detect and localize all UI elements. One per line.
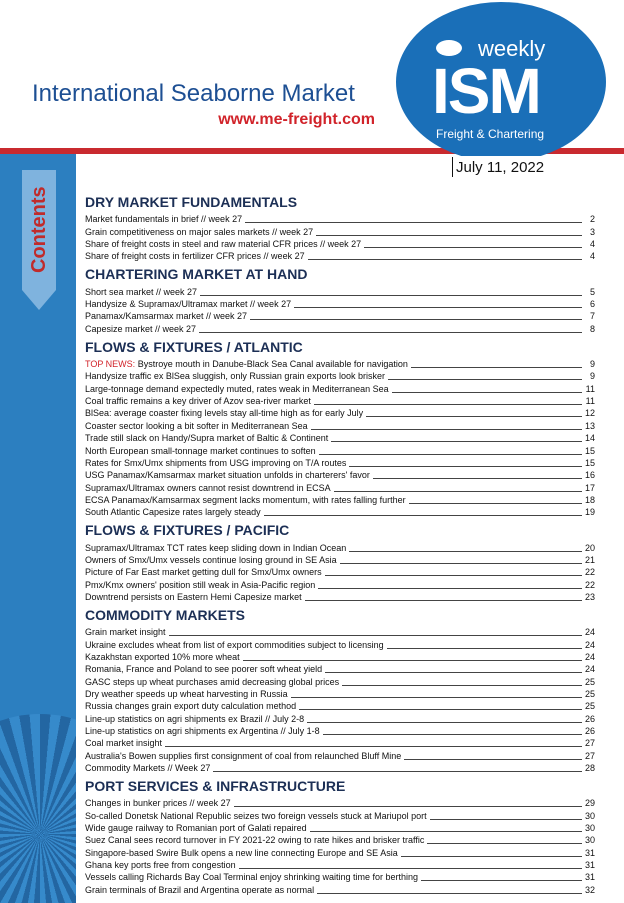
page-number: 17 — [585, 482, 596, 493]
leader-line — [349, 551, 582, 552]
toc-entry-text: BlSea: average coaster fixing levels stay all-time high as for early July — [85, 408, 364, 419]
toc-entry[interactable] — [85, 250, 595, 262]
page-number: 16 — [585, 470, 596, 481]
toc-entry-title — [85, 798, 231, 809]
toc-entry[interactable] — [85, 797, 595, 809]
toc-entry[interactable] — [85, 638, 595, 650]
page-number: 26 — [585, 713, 596, 724]
toc-entry-text: Owners of Smx/Umx vessels continue losing ground in SE Asia — [85, 554, 337, 565]
page-number: 18 — [585, 494, 596, 505]
toc-entry-text: North European small-tonnage market continues to soften — [85, 445, 316, 456]
toc-entry[interactable] — [85, 675, 595, 687]
leader-line — [364, 247, 582, 248]
page-number: 9 — [589, 371, 595, 382]
page-number: 25 — [585, 689, 596, 699]
toc-entry-text: Line-up statistics on agri shipments ex Argentina // July 1-8 — [85, 726, 320, 737]
toc-entry[interactable] — [85, 883, 595, 895]
toc-entry[interactable] — [85, 809, 595, 821]
page-number: 22 — [585, 567, 596, 578]
leader-line — [401, 856, 582, 857]
leader-line — [264, 515, 582, 516]
page-number: 30 — [585, 835, 596, 846]
toc-entry[interactable] — [85, 469, 595, 481]
toc-entry-text: Trade still slack on Handy/Supra market of Baltic & Continent — [85, 433, 329, 444]
page-number: 24 — [585, 639, 596, 650]
toc-entry[interactable] — [85, 298, 595, 310]
toc-entry-text: Suez Canal sees record turnover in FY 2021-22 owing to rate hikes and brisker traffic — [85, 835, 425, 846]
toc-entry-title — [85, 359, 408, 370]
toc-entry-title — [85, 860, 236, 871]
toc-entry[interactable] — [85, 506, 595, 518]
leader-line — [243, 660, 582, 661]
toc-entry-text: Grain terminals of Brazil and Argentina operate as normal — [85, 884, 315, 895]
toc-entry-text: Dry weather speeds up wheat harvesting in Russia — [85, 689, 288, 699]
sunburst-decoration — [0, 714, 76, 903]
toc-entry-title — [85, 567, 322, 578]
toc-entry[interactable] — [85, 541, 595, 553]
leader-line — [342, 685, 582, 686]
toc-entry-text: Supramax/Ultramax owners cannot resist downtrend in ECSA — [85, 482, 331, 493]
toc-entry-text: Supramax/Ultramax TCT rates keep sliding down in Indian Ocean — [85, 542, 347, 553]
toc-entry-text: Romania, France and Poland to see poorer soft wheat yield — [85, 664, 323, 675]
page-number: 24 — [585, 664, 596, 675]
toc-entry-text: South Atlantic Capesize rates largely steady — [85, 507, 261, 518]
leader-line — [325, 575, 582, 576]
page-number: 5 — [589, 286, 595, 297]
toc-entry-text: Coal market insight — [85, 738, 163, 749]
toc-entry[interactable] — [85, 871, 595, 883]
toc-entry-text: Large-tonnage demand expectedly muted, rates weak in Mediterranean Sea — [85, 383, 389, 394]
toc-entry[interactable] — [85, 554, 595, 566]
toc-entry-text: Panamax/Kamsarmax market // week 27 — [85, 311, 248, 322]
toc-entry-title — [85, 726, 320, 737]
toc-entry-text: Downtrend persists on Eastern Hemi Capesize market — [85, 591, 302, 602]
leader-line — [169, 635, 582, 636]
toc-entry-title — [85, 384, 389, 395]
toc-entry[interactable] — [85, 322, 595, 334]
toc-entry-text: Capesize market // week 27 — [85, 323, 197, 334]
page-number: 31 — [585, 860, 596, 871]
page-number: 31 — [585, 872, 596, 883]
page-number: 27 — [585, 738, 596, 749]
page-number: 15 — [585, 445, 596, 456]
leader-line — [340, 563, 582, 564]
page-number: 4 — [589, 239, 595, 250]
page-title: International Seaborne Market — [32, 80, 355, 107]
toc-entry-text: Ukraine excludes wheat from list of export commodities subject to licensing — [85, 639, 384, 650]
toc-entry-text: So-called Donetsk National Republic seizes two foreign vessels stuck at Mariupol port — [85, 810, 427, 821]
toc-entry-text: Vessels calling Richards Bay Coal Terminal enjoy shrinking waiting time for berthing — [85, 872, 418, 883]
toc-entry-text: Rates for Smx/Umx shipments from USG improving on T/A routes — [85, 457, 347, 468]
leader-line — [316, 235, 582, 236]
toc-entry-text: Coal traffic remains a key driver of Azov sea-river market — [85, 396, 311, 407]
page-number: 26 — [585, 726, 596, 737]
leader-line — [334, 491, 582, 492]
toc-entry-text: Share of freight costs in steel and raw material CFR prices // week 27 — [85, 239, 362, 250]
toc-entry-title — [85, 446, 316, 457]
page-number: 6 — [589, 299, 595, 310]
toc-entry[interactable] — [85, 494, 595, 506]
toc-entry-title — [85, 627, 166, 638]
toc-entry-text: ECSA Panamax/Kamsarmax segment lacks momentum, with rates falling further — [85, 494, 406, 505]
toc-entry-text: Handysize traffic ex BlSea sluggish, only Russian grain exports look brisker — [85, 371, 385, 382]
leader-line — [299, 709, 582, 710]
toc-entry-title — [85, 324, 196, 335]
toc-entry-title — [85, 299, 291, 310]
top-news-tag: TOP NEWS: — [85, 359, 136, 370]
page-number: 4 — [589, 251, 595, 262]
toc-entry-text: Market fundamentals in brief // week 27 — [85, 214, 243, 225]
leader-line — [387, 648, 582, 649]
leader-line — [318, 588, 582, 589]
toc-entry-title — [85, 239, 361, 250]
toc-entry-text: Grain competitiveness on major sales markets // week 27 — [85, 226, 314, 237]
leader-line — [308, 259, 582, 260]
toc-entry-title — [85, 580, 315, 591]
leader-line — [331, 441, 582, 442]
page-number: 8 — [589, 323, 595, 334]
toc-entry-title — [85, 287, 197, 298]
leader-line — [388, 379, 582, 380]
toc-entry-text: Share of freight costs in fertilizer CFR prices // week 27 — [85, 251, 305, 262]
toc-entry[interactable] — [85, 419, 595, 431]
leader-line — [310, 831, 582, 832]
page-number: 29 — [585, 798, 596, 809]
toc-entry[interactable] — [85, 578, 595, 590]
page-number: 13 — [585, 420, 596, 431]
toc-entry-title — [85, 823, 307, 834]
toc-entry-text: Singapore-based Swire Bulk opens a new line connecting Europe and SE Asia — [85, 847, 398, 858]
toc-entry[interactable] — [85, 432, 595, 444]
leader-line — [294, 307, 582, 308]
toc-entry[interactable] — [85, 834, 595, 846]
leader-line — [250, 319, 582, 320]
toc-entry-title — [85, 701, 296, 712]
toc-entry-title — [85, 640, 384, 651]
page-number: 30 — [585, 810, 596, 821]
leader-line — [317, 893, 582, 894]
page-number: 22 — [585, 579, 596, 590]
section-heading: PORT SERVICES & INFRASTRUCTURE — [85, 778, 346, 795]
section-heading: COMMODITY MARKETS — [85, 606, 245, 623]
page-number: 7 — [589, 311, 595, 322]
toc-entry-text: Line-up statistics on agri shipments ex Brazil // July 2-8 — [85, 713, 305, 724]
toc-entry-title — [85, 507, 261, 518]
toc-entry[interactable] — [85, 725, 595, 737]
leader-line — [213, 771, 582, 772]
toc-entry-title — [85, 714, 304, 725]
toc-entry[interactable] — [85, 712, 595, 724]
toc-entry-text: Australia's Bowen supplies first consignment of coal from relaunched Bluff Mine — [85, 750, 402, 761]
toc-entry-title — [85, 763, 210, 774]
website-link[interactable]: www.me-freight.com — [218, 111, 375, 128]
page-number: 14 — [585, 433, 596, 444]
toc-entry-text: Russia changes grain export duty calculation method — [85, 701, 297, 712]
toc-entry-text: Coaster sector looking a bit softer in Mediterranean Sea — [85, 420, 308, 431]
toc-entry-text: Commodity Markets // Week 27 — [85, 763, 211, 774]
toc-entry[interactable] — [85, 566, 595, 578]
toc-entry-title — [85, 371, 385, 382]
toc-entry[interactable] — [85, 238, 595, 250]
leader-line — [199, 332, 582, 333]
toc-entry-title — [85, 848, 398, 859]
toc-entry-text: Kazakhstan exported 10% more wheat — [85, 651, 240, 662]
toc-entry-title — [85, 458, 346, 469]
toc-entry-title — [85, 738, 162, 749]
contents-tab-label: Contents — [28, 186, 50, 274]
page-number: 12 — [585, 408, 596, 419]
toc-entry-text: Bystroye mouth in Danube-Black Sea Canal available for navigation — [137, 359, 408, 370]
toc-entry-text: Pmx/Kmx owners' position still weak in Asia-Pacific region — [85, 579, 316, 590]
toc-entry-text: Changes in bunker prices // week 27 — [85, 798, 231, 809]
leader-line — [314, 404, 582, 405]
toc-entry-text: Picture of Far East market getting dull for Smx/Umx owners — [85, 567, 322, 578]
toc-entry-text: USG Panamax/Kamsarmax market situation unfolds in charterers' favor — [85, 470, 370, 481]
leader-line — [239, 868, 582, 869]
ism-logo — [396, 2, 606, 162]
toc-entry[interactable] — [85, 688, 595, 700]
leader-line — [323, 734, 582, 735]
leader-line — [307, 722, 582, 723]
toc-entry-title — [85, 495, 406, 506]
toc-entry[interactable] — [85, 225, 595, 237]
page-number: 21 — [585, 554, 596, 565]
contents-tab-arrow-icon — [22, 290, 56, 310]
logo-subtitle: Freight & Chartering — [436, 127, 545, 141]
toc-entry-title — [85, 311, 247, 322]
toc-entry[interactable] — [85, 444, 595, 456]
leader-line — [245, 222, 582, 223]
page-number: 25 — [585, 701, 596, 712]
page-number: 23 — [585, 591, 596, 602]
leader-line — [234, 806, 582, 807]
leader-line — [200, 295, 582, 296]
toc-entry[interactable] — [85, 663, 595, 675]
toc-entry-title — [85, 408, 363, 419]
toc-entry[interactable] — [85, 749, 595, 761]
leader-line — [392, 392, 582, 393]
section-heading: FLOWS & FIXTURES / PACIFIC — [85, 522, 290, 539]
page-number: 24 — [585, 651, 596, 662]
toc-entry[interactable] — [85, 213, 595, 225]
toc-entry[interactable] — [85, 310, 595, 322]
toc-entry-title — [85, 227, 313, 238]
toc-entry[interactable] — [85, 700, 595, 712]
page-number: 20 — [585, 542, 596, 553]
toc-entry-title — [85, 677, 339, 688]
toc-entry[interactable] — [85, 762, 595, 774]
toc-entry-title — [85, 543, 346, 554]
toc-entry[interactable] — [85, 626, 595, 638]
logo-weekly-label: weekly — [478, 36, 546, 61]
leader-line — [430, 819, 582, 820]
page-number: 2 — [589, 214, 595, 225]
issue-date: July 11, 2022 — [456, 159, 545, 176]
toc-entry-text: Short sea market // week 27 — [85, 286, 198, 297]
page-number: 24 — [585, 627, 596, 638]
toc-entry[interactable] — [85, 859, 595, 871]
toc-entry[interactable] — [85, 457, 595, 469]
toc-entry-text: Wide gauge railway to Romanian port of Galati repaired — [85, 823, 307, 834]
toc-entry[interactable] — [85, 358, 595, 370]
leader-line — [411, 367, 582, 368]
toc-entry-title — [85, 433, 328, 444]
toc-entry-title — [85, 421, 308, 432]
toc-entry-title — [85, 835, 424, 846]
toc-entry-text: Grain market insight — [85, 627, 166, 638]
section-heading: CHARTERING MARKET AT HAND — [85, 266, 308, 283]
toc-entry-title — [85, 664, 322, 675]
date-cursor — [452, 157, 453, 177]
page-number: 31 — [585, 847, 596, 858]
toc-entry-text: Ghana key ports free from congestion — [85, 860, 236, 871]
toc-entry[interactable] — [85, 481, 595, 493]
leader-line — [427, 843, 582, 844]
leader-line — [319, 454, 582, 455]
toc-entry-title — [85, 251, 305, 262]
toc-entry[interactable] — [85, 846, 595, 858]
page-number: 9 — [589, 359, 595, 370]
table-of-contents — [85, 190, 595, 896]
page-number: 25 — [585, 676, 596, 687]
page-number: 11 — [585, 396, 595, 407]
section-heading: DRY MARKET FUNDAMENTALS — [85, 194, 298, 210]
leader-line — [325, 672, 582, 673]
toc-entry[interactable] — [85, 370, 595, 382]
toc-entry-title — [85, 555, 337, 566]
page-number: 11 — [585, 383, 595, 394]
page-number: 27 — [585, 750, 596, 761]
toc-entry-title — [85, 872, 418, 883]
logo-ism-wordmark: ISM — [432, 55, 540, 127]
toc-entry-title — [85, 885, 314, 896]
toc-entry-title — [85, 470, 370, 481]
leader-line — [349, 466, 582, 467]
leader-line — [165, 746, 582, 747]
leader-line — [305, 600, 582, 601]
section-heading: FLOWS & FIXTURES / ATLANTIC — [85, 338, 303, 355]
page-number: 28 — [585, 763, 596, 774]
toc-entry-title — [85, 751, 401, 762]
toc-entry-title — [85, 652, 240, 663]
page-number: 3 — [589, 226, 595, 237]
toc-entry[interactable] — [85, 822, 595, 834]
page-number: 32 — [585, 884, 596, 895]
toc-entry-title — [85, 483, 331, 494]
leader-line — [311, 429, 582, 430]
toc-entry[interactable] — [85, 591, 595, 603]
leader-line — [404, 759, 582, 760]
toc-entry-title — [85, 811, 427, 822]
toc-entry-text: Handysize & Supramax/Ultramax market // week 27 — [85, 299, 292, 310]
toc-entry-text: GASC steps up wheat purchases amid decreasing global prices — [85, 676, 340, 687]
toc-entry-title — [85, 689, 288, 700]
toc-entry-title — [85, 592, 302, 603]
toc-entry-title — [85, 396, 311, 407]
leader-line — [366, 416, 582, 417]
leader-line — [421, 880, 582, 881]
leader-line — [291, 697, 582, 698]
leader-line — [409, 503, 582, 504]
toc-entry[interactable] — [85, 737, 595, 749]
page-number: 30 — [585, 823, 596, 834]
page-number: 15 — [585, 457, 596, 468]
leader-line — [373, 478, 582, 479]
toc-entry[interactable] — [85, 285, 595, 297]
toc-entry-title — [85, 214, 242, 225]
toc-entry[interactable] — [85, 382, 595, 394]
toc-entry[interactable] — [85, 407, 595, 419]
toc-entry[interactable] — [85, 395, 595, 407]
page-number: 19 — [585, 507, 596, 518]
toc-entry[interactable] — [85, 651, 595, 663]
